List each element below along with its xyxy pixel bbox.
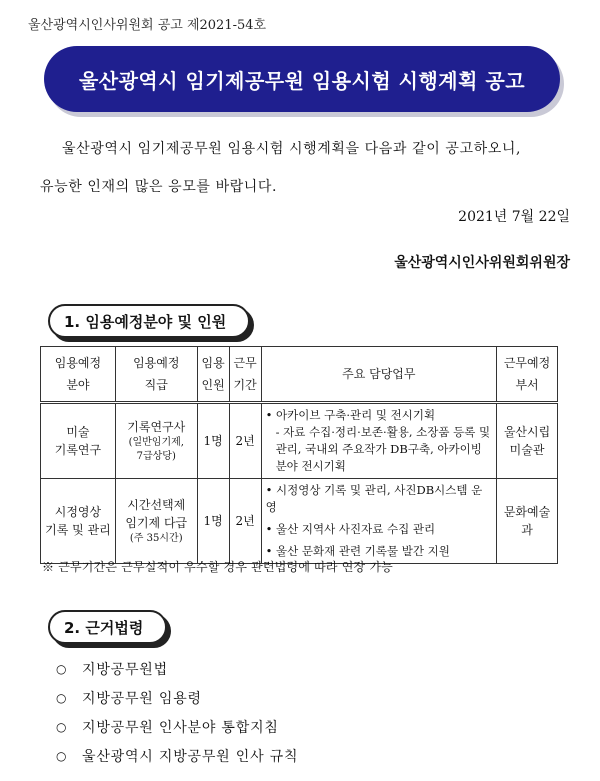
section-heading-positions: 1. 임용예정분야 및 인원: [48, 304, 250, 338]
page-title: 울산광역시 임기제공무원 임용시험 시행계획 공고: [78, 68, 526, 93]
notice-number: 울산광역시인사위원회 공고 제2021-54호: [28, 18, 267, 33]
cell-field: 미술 기록연구: [41, 403, 116, 479]
laws-list: [56, 654, 298, 770]
duty-detail: - 자료 수집·정리·보존·활용, 소장품 등록 및 관리, 국내외 주요작가 DB구축, 아카이빙 분야 전시기획: [275, 425, 491, 473]
header-dept: 근무예정 부서: [497, 347, 558, 403]
circle-bullet-icon: ○: [56, 719, 68, 734]
header-period: 근무 기간: [229, 347, 261, 403]
cell-period: 2년: [229, 479, 261, 564]
list-item: ○ 지방공무원 인사분야 통합지침: [56, 719, 279, 736]
section-heading-laws: 2. 근거법령: [48, 610, 167, 644]
cell-rank: 기록연구사 (일반임기제, 7급상당): [115, 403, 197, 479]
header-count: 임용 인원: [197, 347, 229, 403]
circle-bullet-icon: ○: [56, 661, 68, 676]
table-row: [41, 479, 558, 564]
circle-bullet-icon: ○: [56, 690, 68, 705]
signer-name: 울산광역시인사위원회위원장: [394, 255, 570, 271]
duty-item: • 울산 지역사 사진자료 수집 관리: [265, 522, 436, 536]
intro-line-2: 유능한 인재의 많은 응모를 바랍니다.: [40, 179, 278, 195]
cell-duties: [261, 403, 496, 479]
header-duties: 주요 담당업무: [261, 347, 496, 403]
cell-count: 1명: [197, 403, 229, 479]
list-item: ○ 울산광역시 지방공무원 인사 규칙: [56, 748, 299, 765]
duty-item: • 시정영상 기록 및 관리, 사진DB시스템 운영: [265, 483, 483, 514]
intro-paragraph: [40, 130, 570, 206]
footnote: ※ 근무기간은 근무실적이 우수할 경우 관련법령에 따라 연장 가능: [42, 560, 393, 574]
title-banner: [44, 46, 560, 112]
cell-duties: [261, 479, 496, 564]
circle-bullet-icon: ○: [56, 748, 68, 763]
cell-field: 시정영상 기록 및 관리: [41, 479, 116, 564]
duty-item: • 울산 문화재 관련 기록물 발간 지원: [265, 544, 450, 558]
cell-dept: 울산시립 미술관: [497, 403, 558, 479]
intro-line-1: 울산광역시 임기제공무원 임용시험 시행계획을 다음과 같이 공고하오니,: [62, 141, 522, 157]
cell-count: 1명: [197, 479, 229, 564]
header-field: 임용예정 분야: [41, 347, 116, 403]
table-header-row: [41, 347, 558, 403]
cell-rank: 시간선택제 임기제 다급 (주 35시간): [115, 479, 197, 564]
table-row: [41, 403, 558, 479]
duty-item: • 아카이브 구축·관리 및 전시기획: [265, 408, 436, 422]
cell-dept: 문화예술과: [497, 479, 558, 564]
positions-table: [40, 346, 558, 564]
announcement-date: 2021년 7월 22일: [458, 209, 570, 225]
header-rank: 임용예정 직급: [115, 347, 197, 403]
list-item: ○ 지방공무원법: [56, 661, 168, 678]
cell-period: 2년: [229, 403, 261, 479]
list-item: ○ 지방공무원 임용령: [56, 690, 202, 707]
